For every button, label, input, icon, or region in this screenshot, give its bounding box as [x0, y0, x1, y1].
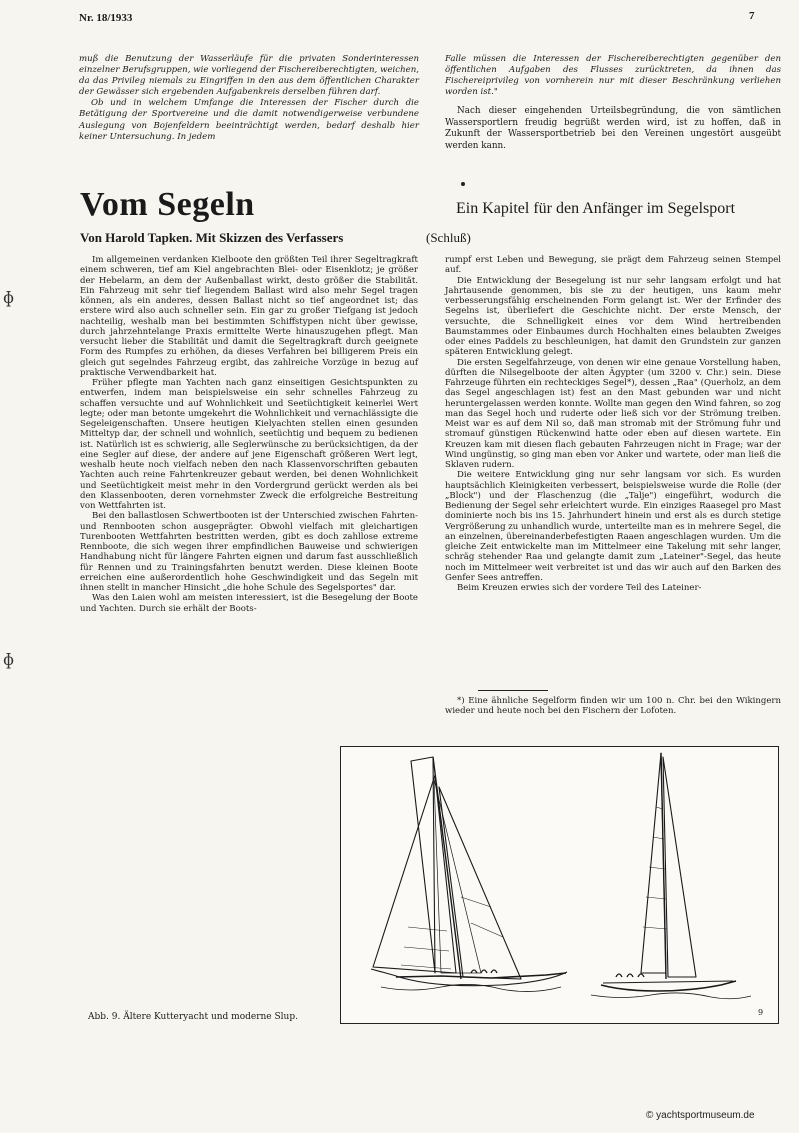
- body-paragraph: Die weitere Entwicklung ging nur sehr langsam vor sich. Es wurden hauptsächlich Kleinigkeiten verbessert, beispielsweise wurde die Rolle (der „Block") und der Flaschenzug (die „Talje") eingeführt, wodurch die Bedienung der Segel sehr erleichtert wurde. Ein einziges Raasegel pro Mast dominierte noch bis ins 15. Jahrhundert hinein und erst als es durch stetige Vergrößerung zu unhandlich wurde, unterteilte man es in mehrere Segel, die an einzelnen, übereinanderbefestigten Raaen angeschlagen wurden. Um die gleiche Zeit entwickelte man im Mittelmeer eine Takelung mit sehr langer, schräg stehender Raa und gelangte damit zum „Lateiner"-Segel, das heute noch im Mittelmeer weit verbreitet ist und das wir auch auf den Barken des Genfer Sees antreffen.: [445, 470, 781, 583]
- body-paragraph: Die ersten Segelfahrzeuge, von denen wir eine genaue Vorstellung haben, dürften die Nilsegelboote der alten Ägypter (um 3200 v. Chr.) sein. Diese Fahrzeuge führten ein rechteckiges Segel*), dessen „Raa" (Querholz, an dem das Segel angeschlagen ist) fest an den Mast gebunden war und nicht heruntergelassen werden konnte. Wollte man gegen den Wind fahren, so zog man das Segel hoch und ruderte oder ließ sich vor der Strömung treiben. Meist war es auf dem Nil so, daß man stromab mit der Strömung fuhr und stromauf günstigen Rückenwind hatte oder eben auf diesen wartete. Ein Kreuzen kam mit diesen flach gebauten Fahrzeugen nicht in Frage; war der Wind ungünstig, so ging man eben vor Anker und wartete, oder man ließ die Sklaven rudern.: [445, 357, 781, 470]
- bullet-mark: [461, 182, 465, 186]
- figure-caption: Abb. 9. Ältere Kutteryacht und moderne Slup.: [88, 1012, 298, 1022]
- article-left-column: [80, 255, 418, 614]
- figure-sailboats: [340, 746, 779, 1024]
- scan-mark: ɸ: [3, 650, 15, 669]
- body-paragraph: Im allgemeinen verdanken Kielboote den größten Teil ihrer Segeltragkraft einem schweren, tief am Kiel angebrachten Blei- oder Eisenklotz; je größer der Hebelarm, an dem der Außenballast wirkt, desto größer die Stabilität. Ein Fahrzeug mit sehr tief liegendem Ballast wird also mehr Segel tragen können, als ein anderes, dessen Ballast nicht so tief angeordnet ist; das erstere wird also auch schneller sein. Ein gar zu großer Tiefgang ist jedoch nachteilig, weshalb man bei bestimmten Schiffstypen nicht über gewisse, durch jahrzehntelange Praxis ermittelte Werte hinauszugehen pflegt. Man versucht lieber die Stabilität und damit die Segeltragkraft durch geeignete Form des Rumpfes zu erhöhen, da dieses Verfahren bei billigerem Preis ein gleich gut segelndes Fahrzeug ergibt, das zahlreiche Vorzüge in bezug auf praktische Verwendbarkeit hat.: [80, 255, 418, 378]
- prev-right-closing: Nach dieser eingehenden Urteilsbegründung, die von sämtlichen Wassersportlern freudig begrüßt werden wird, ist zu hoffen, daß in Zukunft der Wassersportbetrieb bei den Vereinen ungestört ausgeübt werden kann.: [445, 106, 781, 151]
- sloop-drawing: [591, 753, 751, 999]
- body-paragraph: Was den Laien wohl am meisten interessiert, ist die Besegelung der Boote und Yachten. Durch sie erhält der Boots-: [80, 593, 418, 614]
- prev-right-quote: Falle müssen die Interessen der Fischereiberechtigten gegenüber den öffentlichen Aufgaben des Flusses zurücktreten, da ihnen das Fischereiprivileg von vornherein nur mit dieser Beschränkung verliehen worden ist.": [445, 54, 781, 98]
- body-paragraph: Früher pflegte man Yachten nach ganz einseitigen Gesichtspunkten zu entwerfen, indem man beispielsweise ein sehr schnelles Fahrzeug zu schaffen versuchte und auf Wohnlichkeit und Seetüchtigkeit keinerlei Wert legte; oder man betonte umgekehrt die Wohnlichkeit und vernachlässigte die Segeleigenschaften. Unsere heutigen Kielyachten stellen einen gesunden Mitteltyp dar, der schnell und wohnlich, seetüchtig und bequem zu bedienen ist. Natürlich ist es schwierig, alle Seglerwünsche zu berücksichtigen, da der eine Segler auf diese, der andere auf jene Eigenschaft größeren Wert legt, weshalb heute noch vielfach neben den nach Klassenvorschriften gebauten Yachten auch reine Fahrtenkreuzer gebaut werden, bei denen Wohnlichkeit und Seetüchtigkeit meist mehr in den Vordergrund gerückt werden als bei den Klassenbooten, deren vornehmster Zweck die erfolgreiche Bestreitung von Wettfahrten ist.: [80, 378, 418, 511]
- article-right-column: [445, 255, 781, 593]
- sailboat-illustration: [341, 747, 778, 1023]
- prev-left-paragraph: Ob und in welchem Umfange die Interessen der Fischer durch die Betätigung der Sportvereine und die damit notwendigerweise verbundene Auslegung von Bojenfeldern beeinträchtigt werden, bedarf deshalb hier keiner Untersuchung. In jedem: [79, 98, 419, 142]
- prev-left-paragraph: muß die Benutzung der Wasserläufe für die privaten Sonderinteressen einzelner Berufsgruppen, wie vorliegend der Fischereiberechtigten, weichen, da das Privileg niemals zu Eingriffen in den aus dem öffentlichen Charakter der Gewässer sich ergebenden Aufgabenkreis derselben führen darf.: [79, 54, 419, 98]
- figure-number: 9: [758, 1008, 764, 1017]
- prev-article-right: [445, 54, 781, 152]
- body-paragraph: Beim Kreuzen erwies sich der vordere Teil des Lateiner-: [457, 583, 702, 593]
- article-title: Vom Segeln: [80, 186, 255, 223]
- article-continuation: (Schluß): [426, 230, 471, 245]
- body-paragraph: Bei den ballastlosen Schwertbooten ist der Unterschied zwischen Fahrten- und Rennbooten schon ausgeprägter. Obwohl vielfach mit gleichartigen Turenbooten Wettfahrten bestritten werden, gibt es doch zahllose extreme Rennboote, die sich wegen ihrer empfindlichen Bauweise und schwierigen Handhabung nicht für längere Fahrten eignen und darum fast ausschließlich für Rennen und zu Trainingsfahrten benutzt werden. Diese kleinen Boote erreichen eine außerordentlich hohe Geschwindigkeit und das Segeln mit ihnen stellt in mancher Hinsicht „die hohe Schule des Segelsportes" dar.: [80, 511, 418, 593]
- body-paragraph: rumpf erst Leben und Bewegung, sie prägt dem Fahrzeug seinen Stempel auf.: [445, 255, 781, 276]
- footnote-rule: [478, 690, 548, 691]
- body-paragraph: Die Entwicklung der Besegelung ist nur sehr langsam erfolgt und hat Jahrtausende genommen, bis sie zu der heutigen, uns kaum mehr verbesserungsfähig erscheinenden Form gelangt ist. Wer der Erfinder des Segelns ist, überliefert die Geschichte nicht. Der erste Mensch, der versuchte, die Schnelligkeit eines vor dem Wind hertreibenden Baumstammes oder Einbaumes durch Hochhalten eines belaubten Zweiges oder eines Paddels zu beschleunigen, hat damit den Grundstein zur ganzen späteren Entwicklung gelegt.: [445, 275, 781, 358]
- watermark: © yachtsportmuseum.de: [646, 1110, 755, 1121]
- article-subtitle: Ein Kapitel für den Anfänger im Segelsport: [456, 200, 736, 217]
- footnote: *) Eine ähnliche Segelform finden wir um 100 n. Chr. bei den Wikingern wieder und heute noch bei den Fischern der Lofoten.: [445, 696, 781, 717]
- article-author: Von Harold Tapken. Mit Skizzen des Verfassers: [80, 230, 344, 245]
- scan-mark: ɸ: [3, 288, 15, 307]
- page-number: 7: [749, 10, 755, 22]
- cutter-yacht-drawing: [371, 757, 567, 992]
- prev-article-left: [79, 54, 419, 143]
- issue-number: Nr. 18/1933: [79, 12, 133, 24]
